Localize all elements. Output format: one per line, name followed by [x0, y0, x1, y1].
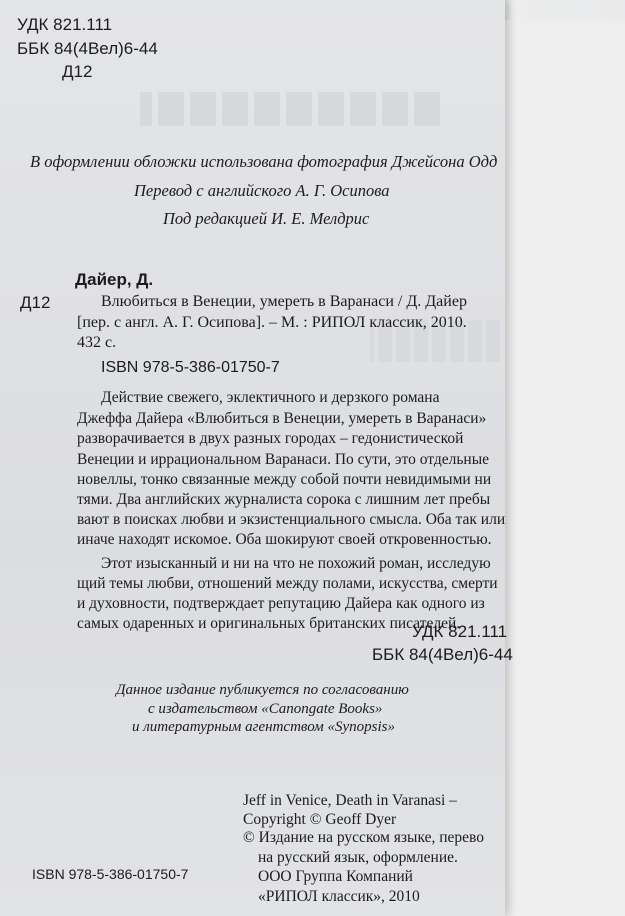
annotation-line: Этот изысканный и ни на что не похожий роман, исследую [101, 555, 491, 572]
annotation-line: тями. Два английских журналиста сорока с лишним лет пребы [77, 491, 491, 508]
agreement-line: с издательством «Canongate Books» [148, 701, 383, 717]
editor-credit: Под редакцией И. Е. Мелдрис [163, 209, 370, 228]
catalog-publication-line: [пер. с англ. А. Г. Осипова]. – М. : РИПОЛ классик, 2010. [77, 314, 467, 331]
author-heading: Дайер, Д. [75, 270, 154, 289]
annotation-line: разворачивается в двух разных городах – гедонистической [77, 430, 464, 447]
isbn-bottom: ISBN 978-5-386-01750-7 [32, 866, 189, 882]
annotation-line: иначе находят искомое. Оба шокируют своей откровенностью. [77, 531, 492, 548]
agreement-line: Данное издание публикуется по согласованию [116, 682, 409, 698]
catalog-isbn: ISBN 978-5-386-01750-7 [101, 359, 280, 376]
translation-credit: Перевод с английского А. Г. Осипова [134, 181, 390, 200]
code-top: Д12 [62, 62, 93, 81]
annotation-line: Джеффа Дайера «Влюбиться в Венеции, умереть в Варанаси» [77, 410, 487, 427]
annotation-line: вают в поисках любви и экзистенциального смысла. Оба так или [77, 511, 506, 528]
annotation-line: и духовности, подтверждает репутацию Дайера как одного из [77, 595, 485, 612]
copyright-line: © Издание на русском языке, перево [243, 829, 484, 846]
annotation-line: самых одаренных и оригинальных британских писателей. [77, 615, 461, 632]
udk-top: УДК 821.111 [17, 15, 113, 34]
udk-bottom: УДК 821.111 [412, 622, 508, 641]
annotation-line: новеллы, тонко связанные между собой почти невидимыми ни [77, 471, 492, 488]
copyright-line: на русский язык, оформление. [258, 849, 458, 866]
annotation-line: Действие свежего, эклектичного и дерзкого романа [101, 389, 440, 406]
cover-photo-credit: В оформлении обложки использована фотография Джейсона Одд [30, 152, 498, 171]
copyright-line: «РИПОЛ классик», 2010 [258, 888, 420, 905]
copyright-line: Jeff in Venice, Death in Varanasi – [243, 792, 457, 809]
copyright-line: ООО Группа Компаний [258, 868, 413, 885]
annotation-line: щий темы любви, отношений между полами, искусства, смерти [77, 575, 498, 592]
copyright-line: Copyright © Geoff Dyer [243, 811, 397, 828]
annotation-line: Венеции и иррациональном Варанаси. По сути, это отдельные [77, 451, 490, 468]
catalog-pages: 432 с. [77, 334, 117, 351]
catalog-code: Д12 [20, 293, 51, 312]
catalog-title-line: Влюбиться в Венеции, умереть в Варанаси / Д. Дайер [101, 293, 467, 310]
agreement-line: и литературным агентством «Synopsis» [132, 719, 395, 735]
show-through-title [140, 92, 440, 126]
bbk-top: ББК 84(4Вел)6-44 [17, 39, 158, 58]
bbk-bottom: ББК 84(4Вел)6-44 [372, 645, 513, 664]
adjacent-page [492, 20, 625, 916]
